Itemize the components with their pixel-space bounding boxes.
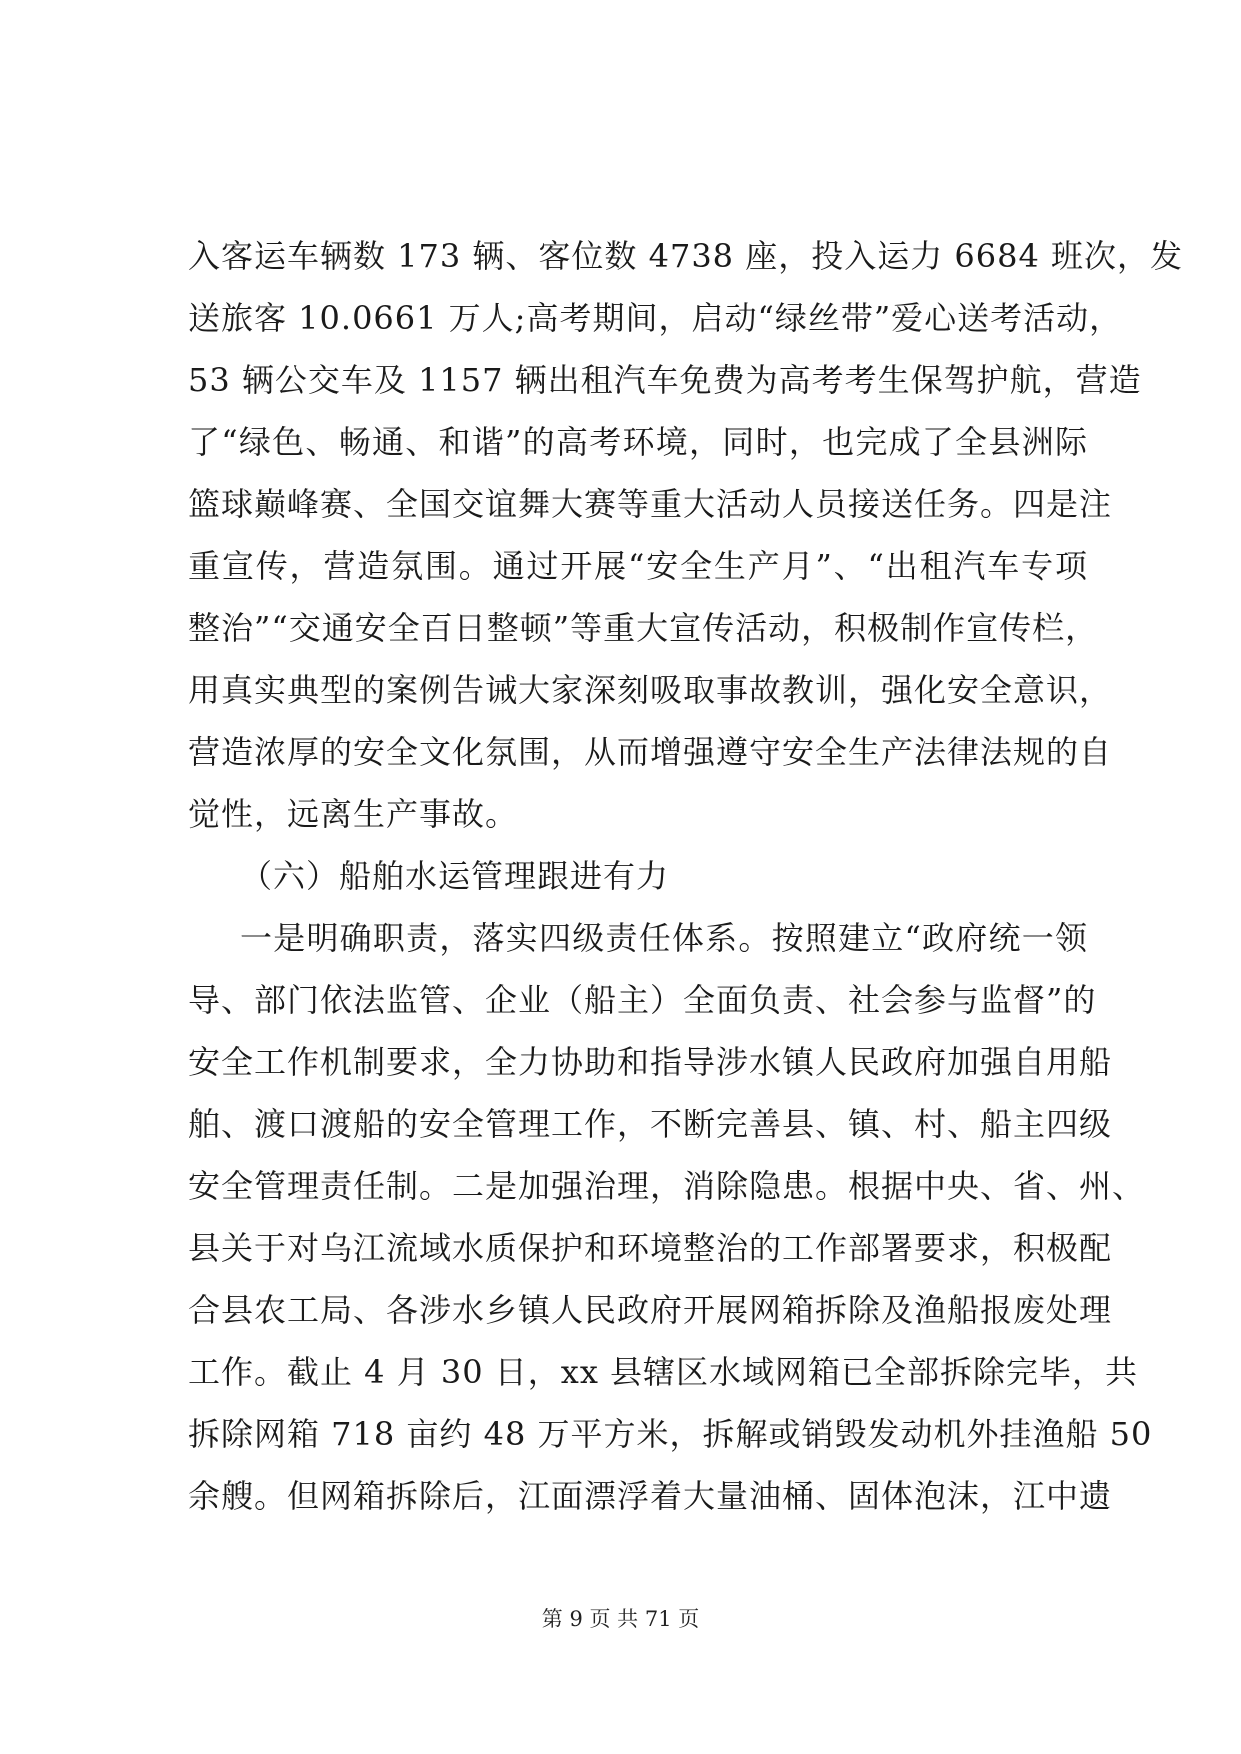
body-line: 安全管理责任制。二是加强治理，消除隐患。根据中央、省、州、 <box>188 1167 1146 1205</box>
body-line: 入客运车辆数 173 辆、客位数 4738 座，投入运力 6684 班次，发 <box>188 237 1183 275</box>
body-line: 余艘。但网箱拆除后，江面漂浮着大量油桶、固体泡沫，江中遗 <box>188 1477 1113 1515</box>
page-number-footer: 第 9 页 共 71 页 <box>541 1607 700 1631</box>
body-line: 用真实典型的案例告诫大家深刻吸取事故教训，强化安全意识， <box>188 671 1113 709</box>
body-line: 工作。截止 4 月 30 日，xx 县辖区水域网箱已全部拆除完毕，共 <box>188 1353 1139 1391</box>
body-line: 导、部门依法监管、企业（船主）全面负责、社会参与监督”的 <box>188 981 1097 1019</box>
body-line: 拆除网箱 718 亩约 48 万平方米，拆解或销毁发动机外挂渔船 50 <box>188 1415 1153 1453</box>
body-line: 县关于对乌江流域水质保护和环境整治的工作部署要求，积极配 <box>188 1229 1113 1267</box>
body-line: 营造浓厚的安全文化氛围，从而增强遵守安全生产法律法规的自 <box>188 733 1113 771</box>
body-line: 安全工作机制要求，全力协助和指导涉水镇人民政府加强自用船 <box>188 1043 1113 1081</box>
body-line-first: 一是明确职责，落实四级责任体系。按照建立“政府统一领 <box>240 919 1088 957</box>
body-line: 送旅客 10.0661 万人;高考期间，启动“绿丝带”爱心送考活动， <box>188 299 1123 337</box>
body-line: 合县农工局、各涉水乡镇人民政府开展网箱拆除及渔船报废处理 <box>188 1291 1113 1329</box>
body-line: 篮球巅峰赛、全国交谊舞大赛等重大活动人员接送任务。四是注 <box>188 485 1113 523</box>
section-heading: （六）船舶水运管理跟进有力 <box>240 857 670 895</box>
body-line-last: 觉性，远离生产事故。 <box>188 795 519 833</box>
body-line: 重宣传，营造氛围。通过开展“安全生产月”、“出租汽车专项 <box>188 547 1088 585</box>
body-line: 了“绿色、畅通、和谐”的高考环境，同时，也完成了全县洲际 <box>188 423 1088 461</box>
body-line: 53 辆公交车及 1157 辆出租汽车免费为高考考生保驾护航，营造 <box>188 361 1142 399</box>
body-line: 舶、渡口渡船的安全管理工作，不断完善县、镇、村、船主四级 <box>188 1105 1113 1143</box>
body-line: 整治”“交通安全百日整顿”等重大宣传活动，积极制作宣传栏， <box>188 609 1099 647</box>
